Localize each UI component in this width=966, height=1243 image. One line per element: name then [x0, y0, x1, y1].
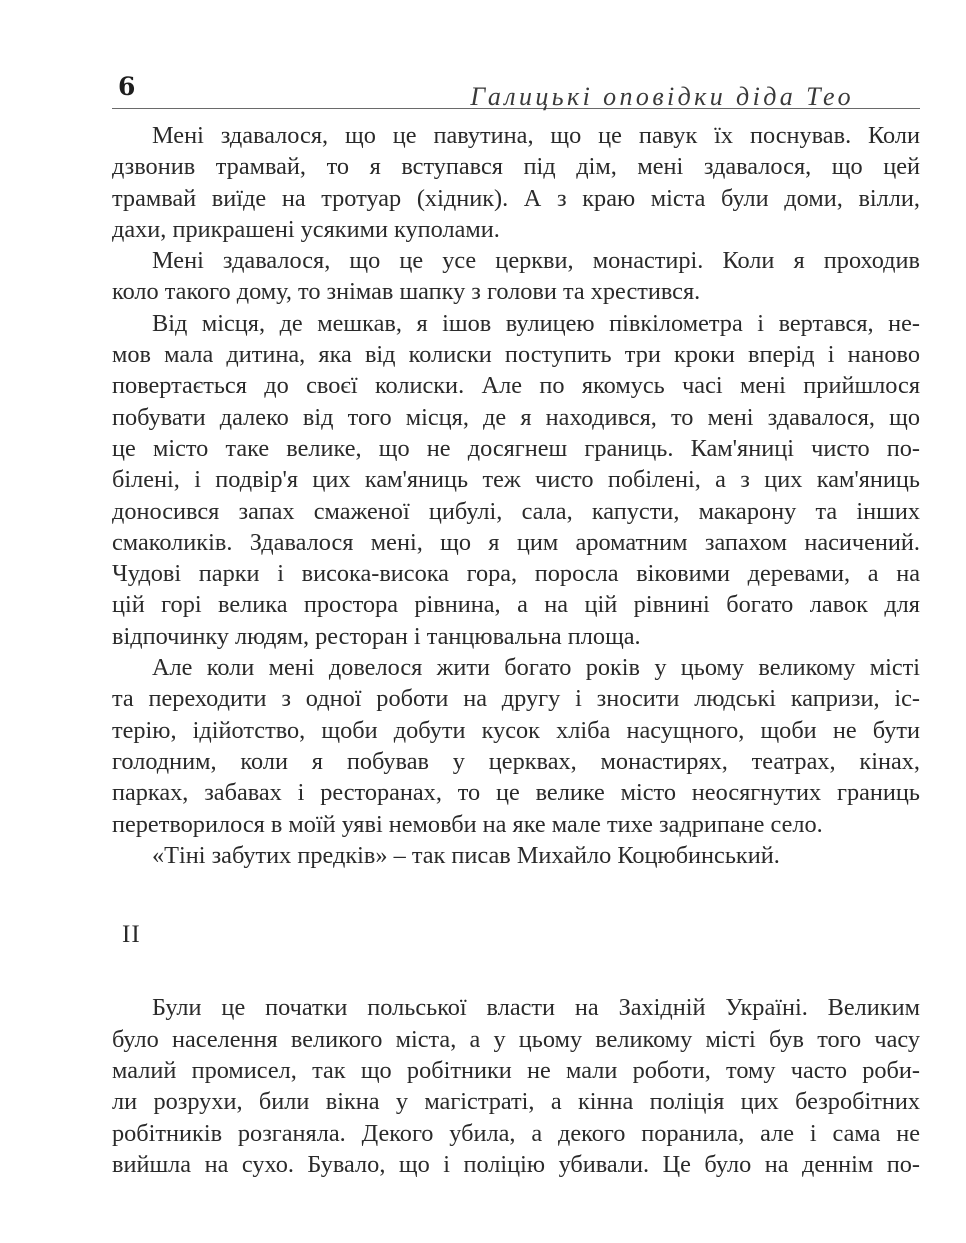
chapter-text	[112, 120, 920, 871]
section-number: II	[122, 921, 141, 949]
text-line: це місто таке велике, що не досягнеш границь. Кам'яниці чисто по-	[112, 434, 920, 462]
text-line: та переходити з одної роботи на другу і зносити людські капризи, іс-	[112, 685, 920, 713]
text-line: Мені здавалося, що це павутина, що це павук їх поснував. Коли	[152, 122, 920, 149]
paragraph	[112, 992, 920, 1180]
text-line: малий промисел, так що робітники не мали роботи, тому часто роби-	[112, 1057, 920, 1085]
paragraph	[112, 652, 920, 840]
text-line: було населення великого міста, а у цьому великому місті був того часу	[112, 1025, 920, 1053]
text-line: коло такого дому, то знімав шапку з голови та хрестився.	[112, 278, 701, 306]
text-line: «Тіні забутих предків» – так писав Михайло Коцюбинський.	[152, 841, 780, 869]
paragraph	[112, 120, 920, 245]
text-line: робітників розганяла. Декого убила, а декого поранила, але і сама не	[112, 1119, 920, 1147]
book-page	[112, 66, 920, 1180]
text-line: парках, забавах і ресторанах, то це велике місто неосягнутих границь	[112, 779, 920, 807]
text-line: білені, і подвір'я цих кам'яниць теж чисто побілені, а з цих кам'яниць	[112, 466, 920, 494]
text-line: вийшла на сухо. Бувало, що і поліцію убивали. Це було на деннім по-	[112, 1150, 920, 1178]
paragraph	[112, 840, 920, 871]
text-line: дзвонив трамвай, то я вступався під дім, мені здавалося, що цей	[112, 153, 920, 181]
text-line: доносився запах смаженої цибулі, сала, капусти, макарону та інших	[112, 497, 920, 525]
text-line: голодним, коли я побував у церквах, монастирях, театрах, кінах,	[112, 747, 920, 775]
paragraph	[112, 308, 920, 652]
text-line: відпочинку людям, ресторан і танцювальна площа.	[112, 622, 641, 650]
text-line: Були це початки польської власти на Західній Україні. Великим	[152, 994, 920, 1022]
running-title: Галицькі оповідки діда Тео	[470, 82, 854, 111]
paragraph	[112, 245, 920, 308]
text-line: повертається до своєї колиски. Але по якомусь часі мені прийшлося	[112, 372, 920, 400]
body-text	[112, 120, 920, 1180]
text-line: побувати далеко від того місця, де я находився, то мені здавалося, що	[112, 403, 920, 431]
text-line: дахи, прикрашені усякими куполами.	[112, 215, 500, 243]
text-line: мов мала дитина, яка від колиски поступить три кроки вперід і наново	[112, 341, 920, 369]
text-line: Мені здавалося, що це усе церкви, монастирі. Коли я проходив	[152, 247, 920, 275]
text-line: Від місця, де мешкав, я ішов вулицею півкілометра і вертався, не-	[152, 309, 920, 337]
page-number: 6	[118, 72, 136, 101]
text-line: ли розрухи, били вікна у магістраті, а кінна поліція цих безробітних	[112, 1088, 920, 1116]
text-line: смаколиків. Здавалося мені, що я цим ароматним запахом насичений.	[112, 528, 920, 556]
page-header	[112, 66, 920, 109]
text-line: терію, ідійотство, щоби добути кусок хліба насущного, щоби не бути	[112, 716, 920, 744]
text-line: цій горі велика простора рівнина, а на цій рівнині богато лавок для	[112, 591, 920, 619]
text-line: Але коли мені довелося жити богато років у цьому великому місті	[152, 654, 920, 682]
text-line: Чудові парки і висока-висока гора, поросла віковими деревами, а на	[112, 560, 920, 588]
text-line: перетворилося в моїй уяві немовби на яке мале тихе задрипане село.	[112, 810, 823, 838]
text-line: трамвай виїде на тротуар (хідник). А з краю міста були доми, вілли,	[112, 184, 920, 212]
section-text	[112, 992, 920, 1180]
